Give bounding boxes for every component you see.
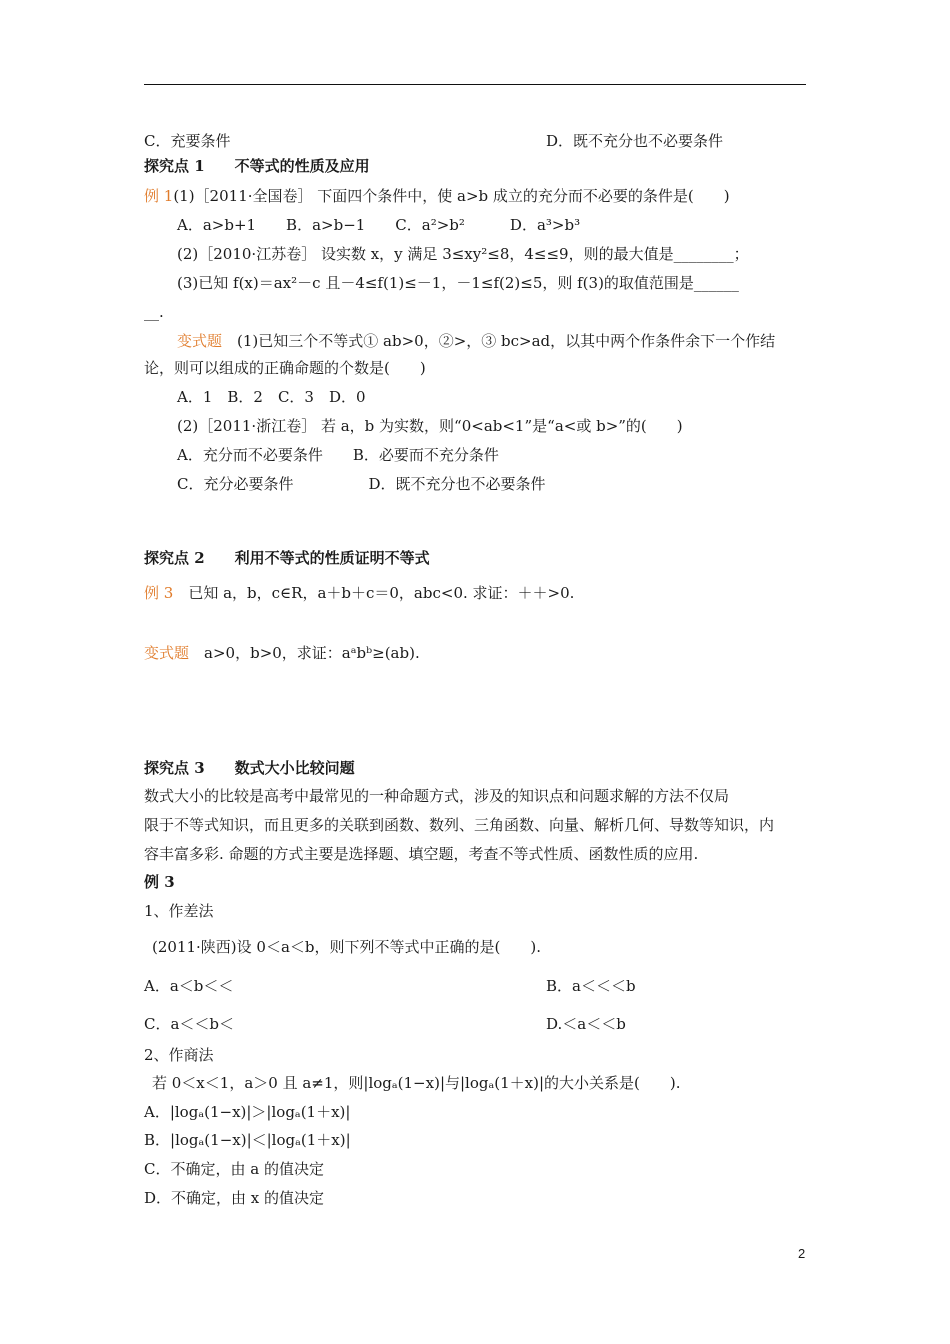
variant-proof-label: 变式题: [144, 644, 190, 662]
question-1: (2011·陕西)设 0＜a＜b，则下列不等式中正确的是( ).: [152, 938, 541, 956]
page-number: 2: [798, 1246, 806, 1261]
variant-proof-line: [144, 643, 420, 663]
example-3b-label: 例 3: [144, 873, 175, 891]
example-1-options: A．a>b+1 B．a>b−1 C．a²>b² D．a³>b³: [177, 216, 581, 234]
example-1-label: 例 1: [144, 187, 174, 205]
question-2-option-c: C．不确定，由 a 的值决定: [144, 1160, 324, 1178]
variant-1-options: A．1 B．2 C．3 D．0: [177, 388, 366, 406]
header-rule: [144, 84, 806, 85]
intro-line-2: 限于不等式知识，而且更多的关联到函数、数列、三角函数、向量、解析几何、导数等知识，内: [144, 816, 775, 834]
question-2: 若 0＜x＜1，a＞0 且 a≠1，则|logₐ(1−x)|与|logₐ(1＋x)|的大小关系是( ).: [152, 1074, 681, 1092]
example-3-text: 已知 a，b，c∈R，a＋b＋c＝0，abc<0. 求证：＋＋>0.: [188, 584, 575, 602]
variant-2-options-cd: C．充分必要条件 D．既不充分也不必要条件: [177, 475, 546, 493]
method-2: 2、作商法: [144, 1046, 214, 1064]
example-3-label: 例 3: [144, 584, 174, 602]
question-2-option-d: D．不确定，由 x 的值决定: [144, 1189, 325, 1207]
option-c: C．充要条件: [144, 132, 231, 150]
example-1-part-2: (2)［2010·江苏卷］ 设实数 x，y 满足 3≤xy²≤8，4≤≤9，则的最大值是________；: [177, 245, 749, 263]
variant-label: 变式题: [177, 332, 223, 350]
variant-1-text: (1)已知三个不等式① ab>0，②>，③ bc>ad，以其中两个作条件余下一个作结: [237, 332, 776, 350]
example-1-part-3: (3)已知 f(x)＝ax²－c 且－4≤f(1)≤－1，－1≤f(2)≤5，则 f(3)的取值范围是______: [177, 274, 739, 292]
example-1-text: (1)［2011·全国卷］ 下面四个条件中，使 a>b 成立的充分而不必要的条件是( ): [173, 187, 730, 205]
section-title-3: 探究点 3 数式大小比较问题: [144, 759, 355, 777]
variant-2-question: (2)［2011·浙江卷］ 若 a，b 为实数，则“0<ab<1”是“a<或 b>”的( ): [177, 417, 683, 435]
option-d: D．既不充分也不必要条件: [546, 132, 724, 150]
example-3-line: [144, 583, 574, 603]
variant-1-line-2: 论，则可以组成的正确命题的个数是( ): [144, 359, 426, 377]
variant-proof-text: a>0，b>0，求证：aᵃbᵇ≥(ab).: [204, 644, 420, 662]
variant-2-options-ab: A．充分而不必要条件 B．必要而不充分条件: [177, 446, 499, 464]
question-1-option-c: C．a＜＜b＜: [144, 1015, 235, 1033]
intro-line-1: 数式大小的比较是高考中最常见的一种命题方式，涉及的知识点和问题求解的方法不仅局: [144, 787, 730, 805]
variant-1-line-1: [177, 331, 775, 351]
section-title-2: 探究点 2 利用不等式的性质证明不等式: [144, 549, 430, 567]
section-title-1: 探究点 1 不等式的性质及应用: [144, 157, 370, 175]
question-2-option-b: B．|logₐ(1−x)|＜|logₐ(1＋x)|: [144, 1131, 351, 1149]
question-1-option-d: D.＜a＜＜b: [546, 1015, 626, 1033]
question-1-option-a: A．a＜b＜＜: [144, 977, 234, 995]
question-2-option-a: A．|logₐ(1−x)|＞|logₐ(1＋x)|: [144, 1103, 351, 1121]
method-1: 1、作差法: [144, 902, 214, 920]
question-1-option-b: B．a＜＜＜b: [546, 977, 636, 995]
intro-line-3: 容丰富多彩. 命题的方式主要是选择题、填空题，考查不等式性质、函数性质的应用.: [144, 845, 699, 863]
example-1-part-3-cont: __.: [144, 303, 164, 321]
example-1-line-1: [144, 186, 730, 206]
